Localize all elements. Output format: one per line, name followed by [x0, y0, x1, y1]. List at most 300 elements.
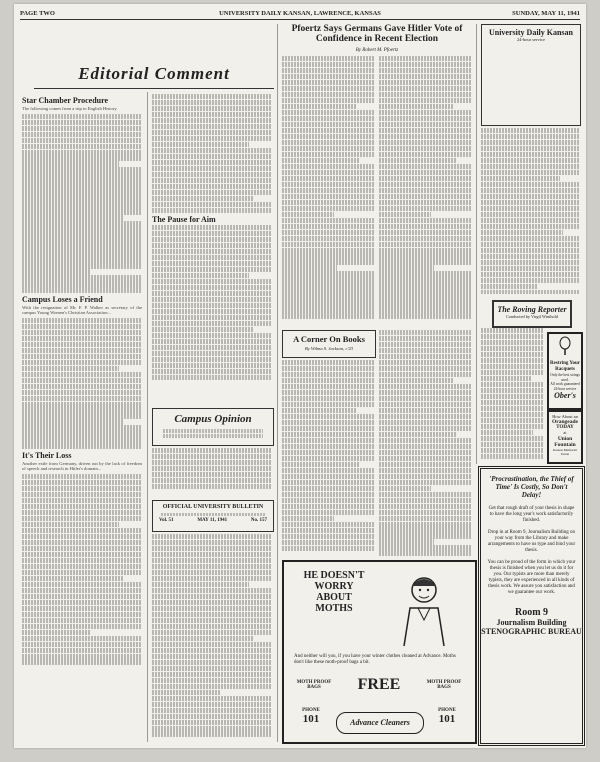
steno-quote: 'Procrastination, the Thief of Time' Is Costly, So Don't Delay!	[489, 475, 574, 499]
moths-phone-right	[430, 708, 464, 725]
moths-line: HE DOESN'T	[303, 570, 365, 581]
text-line	[22, 558, 142, 563]
text-line	[152, 484, 272, 489]
text-line	[379, 545, 471, 550]
text-line	[282, 313, 374, 318]
editorial-lead: The following comes from a trip to English History.	[22, 106, 118, 111]
text-line	[152, 267, 272, 272]
steno-bureau-ad	[478, 466, 585, 746]
text-line	[379, 86, 471, 91]
text-line	[22, 570, 142, 575]
moths-line: ABOUT	[316, 592, 352, 603]
text-line	[22, 594, 142, 599]
moths-line: WORRY	[314, 581, 354, 592]
text-line	[379, 194, 471, 199]
text-line	[152, 690, 220, 695]
text-line	[152, 261, 272, 266]
text-line	[481, 448, 543, 453]
text-line	[282, 307, 374, 312]
text-line	[22, 342, 142, 347]
text-line	[481, 266, 579, 271]
bulletin-info	[153, 516, 273, 525]
bulletin-notices	[152, 534, 272, 739]
text-line	[282, 200, 374, 205]
corner-books-title: A Corner On Books	[293, 334, 365, 344]
text-line	[282, 68, 374, 73]
text-line	[282, 271, 374, 276]
text-line	[22, 407, 142, 412]
text-line	[379, 92, 471, 97]
text-line	[481, 346, 543, 351]
text-line	[379, 253, 471, 258]
racquet-icon	[555, 336, 575, 356]
text-line	[481, 176, 560, 181]
text-line	[379, 164, 471, 169]
text-line	[22, 287, 142, 292]
text-line	[282, 522, 374, 527]
editorial-heading: The Pause for Aim	[152, 215, 216, 225]
text-line	[22, 251, 142, 256]
text-line	[481, 358, 543, 363]
text-line	[22, 138, 142, 143]
text-line	[282, 372, 374, 377]
text-line	[152, 100, 272, 105]
text-line	[379, 420, 471, 425]
text-line	[379, 68, 471, 73]
text-line	[22, 419, 123, 424]
text-line	[379, 128, 471, 133]
text-line	[22, 504, 142, 509]
books-column-1	[282, 360, 374, 556]
text-line	[152, 172, 272, 177]
text-line	[282, 426, 374, 431]
text-line	[282, 253, 374, 258]
text-line	[22, 413, 142, 418]
text-line	[22, 324, 142, 329]
text-line	[481, 340, 543, 345]
text-line	[481, 424, 543, 429]
text-line	[379, 170, 471, 175]
corner-books-box	[282, 330, 376, 358]
text-line	[282, 546, 374, 551]
page-date: SUNDAY, MAY 11, 1941	[512, 9, 580, 17]
text-line	[481, 242, 579, 247]
text-line	[282, 86, 374, 91]
text-line	[379, 236, 471, 241]
text-line	[379, 313, 471, 318]
text-line	[379, 134, 471, 139]
text-line	[22, 114, 142, 119]
text-line	[152, 190, 272, 195]
text-line	[481, 290, 579, 294]
text-line	[379, 104, 454, 109]
text-line	[22, 630, 90, 635]
text-line	[282, 158, 359, 163]
text-line	[379, 432, 456, 437]
text-line	[379, 218, 471, 223]
text-line	[22, 528, 142, 533]
text-line	[22, 642, 142, 647]
text-line	[282, 396, 374, 401]
text-line	[152, 678, 272, 683]
text-line	[22, 474, 142, 479]
text-line	[379, 248, 471, 253]
text-line	[282, 360, 374, 365]
text-line	[22, 191, 142, 196]
text-line	[282, 420, 374, 425]
text-line	[282, 480, 374, 485]
text-line	[379, 116, 471, 121]
text-line	[152, 564, 272, 569]
text-line	[282, 283, 374, 288]
text-line	[152, 166, 272, 171]
text-line	[481, 284, 537, 289]
text-line	[22, 336, 142, 341]
moths-free: FREE	[357, 676, 401, 693]
text-line	[152, 142, 249, 147]
text-line	[379, 438, 471, 443]
text-line	[379, 295, 471, 300]
text-line	[282, 212, 334, 217]
steno-room: Room 9	[514, 607, 549, 618]
text-line	[379, 212, 431, 217]
text-line	[379, 384, 471, 389]
text-line	[152, 454, 272, 459]
text-line	[22, 534, 142, 539]
text-line	[152, 702, 272, 707]
text-line	[152, 273, 249, 278]
union-product: Orangeade	[552, 419, 578, 425]
text-line	[152, 291, 272, 296]
text-line	[152, 472, 272, 477]
text-line	[379, 533, 471, 538]
text-line	[152, 582, 249, 587]
text-line	[22, 600, 142, 605]
text-line	[152, 184, 272, 189]
union-fountain-ad	[547, 410, 583, 464]
text-line	[481, 248, 579, 253]
text-line	[152, 588, 272, 593]
text-line	[282, 289, 374, 294]
bulletin-title: OFFICIAL UNIVERSITY BULLETIN	[162, 504, 264, 510]
text-line	[481, 364, 543, 369]
text-line	[22, 354, 142, 359]
text-line	[22, 197, 142, 202]
text-line	[22, 612, 142, 617]
text-line	[152, 600, 272, 605]
text-line	[22, 443, 142, 448]
text-line	[282, 474, 374, 479]
text-line	[379, 522, 471, 527]
text-line	[22, 431, 142, 436]
text-line	[152, 714, 272, 719]
text-line	[152, 720, 272, 725]
text-line	[22, 227, 142, 232]
text-line	[282, 98, 374, 103]
text-line	[282, 104, 357, 109]
text-line	[379, 510, 471, 515]
text-line	[379, 176, 471, 181]
text-line	[152, 285, 272, 290]
text-line	[481, 436, 543, 441]
text-line	[379, 146, 471, 151]
text-line	[152, 297, 272, 302]
text-line	[152, 178, 272, 183]
text-line	[282, 242, 374, 247]
text-line	[282, 462, 359, 467]
text-line	[481, 352, 543, 357]
text-line	[22, 492, 142, 497]
text-line	[379, 158, 456, 163]
text-line	[379, 468, 471, 473]
bulletin-date: MAY 11, 1941	[197, 518, 228, 523]
text-line	[282, 468, 374, 473]
text-line	[379, 283, 471, 288]
text-line	[481, 224, 579, 229]
text-line	[481, 182, 579, 187]
text-line	[152, 112, 272, 117]
text-line	[282, 295, 374, 300]
text-line	[22, 179, 142, 184]
moths-line: MOTHS	[315, 603, 353, 614]
steno-body: You can be proud of the form in which your thesis is finished when you let us do it for you. Our typists are more than merely typists, they are experienced in all kinds of thesis work. We assure you satisfaction and we guarantee our work.	[487, 560, 576, 595]
campus-opinion-title: Campus Opinion	[174, 413, 252, 425]
text-line	[22, 618, 142, 623]
roving-reporter-title: The Roving Reporter	[497, 305, 567, 314]
text-line	[152, 339, 272, 344]
text-line	[152, 351, 272, 356]
text-line	[22, 582, 142, 587]
text-line	[379, 336, 471, 341]
text-line	[481, 140, 579, 145]
text-line	[282, 516, 334, 521]
union-line: How About an	[552, 414, 578, 419]
text-line	[379, 450, 471, 455]
text-line	[282, 140, 374, 145]
text-line	[481, 230, 563, 235]
text-line	[22, 173, 142, 178]
text-line	[22, 161, 119, 166]
text-line	[22, 221, 142, 226]
text-line	[22, 144, 142, 149]
text-line	[152, 448, 272, 453]
text-line	[481, 418, 543, 423]
text-line	[481, 412, 543, 417]
text-line	[282, 390, 374, 395]
phone-number: 101	[438, 713, 456, 725]
text-line	[481, 328, 543, 333]
text-line	[282, 218, 374, 223]
text-line	[282, 80, 374, 85]
text-line	[152, 196, 253, 201]
text-line	[22, 263, 142, 268]
text-line	[22, 510, 142, 515]
text-line	[481, 260, 579, 265]
text-line	[282, 492, 374, 497]
text-line	[22, 372, 142, 377]
text-line	[22, 486, 142, 491]
text-line	[152, 231, 272, 236]
text-line	[152, 478, 272, 483]
text-line	[282, 378, 374, 383]
text-line	[282, 384, 374, 389]
campus-opinion-box	[152, 408, 274, 446]
text-line	[152, 630, 272, 635]
text-line	[22, 150, 142, 155]
steno-body: Drop in at Room 9, Journalism Building on your way from the Library and make arrangements to have us type and bind your thesis.	[487, 530, 576, 553]
text-line	[379, 188, 471, 193]
text-line	[379, 242, 471, 247]
text-line	[282, 414, 374, 419]
editorial-heading: It's Their Loss	[22, 450, 72, 460]
text-line	[379, 301, 471, 306]
text-line	[379, 74, 471, 79]
campus-opinion-letters	[152, 448, 272, 496]
text-line	[22, 516, 142, 521]
union-today: TODAY	[556, 425, 574, 430]
text-line	[379, 390, 471, 395]
text-line	[152, 321, 272, 326]
text-line	[282, 408, 357, 413]
text-line	[152, 726, 272, 731]
text-line	[22, 378, 142, 383]
article-byline: By Robert M. Pfoertz	[355, 48, 399, 53]
text-line	[282, 110, 374, 115]
restring-brand: Ober's	[554, 391, 576, 400]
text-line	[481, 218, 579, 223]
text-line	[22, 318, 142, 323]
text-line	[152, 612, 272, 617]
text-line	[22, 522, 119, 527]
text-line	[282, 259, 374, 264]
text-line	[22, 540, 142, 545]
advance-cleaners-logo: Advance Cleaners	[336, 712, 424, 734]
text-line	[481, 370, 543, 375]
bulletin-vol: Vol. 51	[159, 518, 174, 523]
books-column-2	[379, 330, 471, 556]
page-number: PAGE TWO	[20, 9, 55, 17]
text-line	[282, 366, 374, 371]
text-line	[152, 357, 272, 362]
text-line	[282, 248, 374, 253]
text-line	[22, 257, 142, 262]
text-line	[152, 546, 272, 551]
moths-phone-left	[294, 708, 328, 725]
text-line	[152, 654, 272, 659]
text-line	[152, 160, 272, 165]
text-line	[282, 510, 374, 515]
text-line	[481, 382, 543, 387]
masthead-line: UNIVERSITY DAILY KANSAN, LAWRENCE, KANSAS	[219, 9, 381, 17]
text-line	[22, 636, 142, 641]
text-line	[379, 62, 471, 67]
text-line	[481, 194, 579, 199]
union-at: at	[563, 430, 567, 435]
steno-building: Journalism Building	[496, 618, 567, 627]
text-line	[379, 396, 471, 401]
text-line	[152, 327, 253, 332]
text-line	[282, 504, 374, 509]
text-line	[22, 185, 142, 190]
article-headline: Pfoertz Says Germans Gave Hitler Vote of Confidence in Recent Election	[291, 24, 463, 44]
text-line	[152, 672, 272, 677]
text-line	[152, 606, 272, 611]
bulletin-no: No. 157	[250, 518, 267, 523]
text-line	[379, 259, 471, 264]
text-line	[481, 388, 543, 393]
text-line	[152, 731, 272, 736]
page-header	[20, 8, 580, 18]
text-line	[379, 289, 471, 294]
text-line	[22, 437, 142, 442]
column-divider	[277, 24, 278, 742]
text-line	[481, 272, 579, 277]
text-line	[282, 182, 374, 187]
text-line	[152, 94, 272, 99]
union-sub: Kansas Memorial Union	[552, 447, 577, 456]
text-line	[282, 444, 374, 449]
editorial-lead: Another exile from Germany, driven out by the lack of freedom of speech and research in Hitler's domain...	[22, 460, 142, 472]
text-line	[22, 588, 142, 593]
text-line	[22, 239, 142, 244]
text-line	[152, 696, 272, 701]
text-line	[282, 146, 374, 151]
text-line	[152, 642, 272, 647]
text-line	[152, 118, 272, 123]
text-line	[22, 348, 142, 353]
editorial-title: Editorial Comment	[78, 64, 230, 83]
text-line	[152, 708, 272, 713]
text-line	[22, 384, 142, 389]
text-line	[152, 243, 272, 248]
text-line	[282, 236, 374, 241]
text-line	[379, 444, 471, 449]
text-line	[282, 450, 374, 455]
text-line	[152, 552, 272, 557]
text-line	[22, 203, 142, 208]
text-line	[22, 402, 142, 407]
text-line	[481, 454, 543, 459]
udk-subtitle: 24-hour service	[516, 37, 546, 42]
text-line	[22, 155, 142, 160]
text-line	[379, 200, 471, 205]
text-line	[481, 200, 579, 205]
roving-column-1	[481, 328, 543, 464]
text-line	[379, 539, 434, 544]
text-line	[22, 498, 142, 503]
text-line	[22, 120, 142, 125]
text-line	[22, 366, 119, 371]
moths-ad	[282, 560, 477, 744]
roving-reporter-box	[492, 300, 572, 328]
roving-reporter-byline: Conducted by Virgil Winthold	[506, 314, 558, 319]
text-line	[481, 400, 543, 405]
bulletin-box	[152, 500, 274, 532]
restring-line: 24-hour service	[553, 386, 577, 391]
newspaper-page	[14, 4, 586, 748]
text-line	[379, 140, 471, 145]
text-line	[152, 666, 272, 671]
text-line	[22, 425, 142, 430]
text-line	[379, 408, 471, 413]
text-line	[282, 188, 374, 193]
editorial-column-1	[22, 94, 142, 739]
text-line	[379, 330, 471, 335]
text-line	[282, 206, 374, 211]
text-line	[379, 527, 471, 532]
text-line	[152, 576, 272, 581]
text-line	[282, 56, 374, 61]
